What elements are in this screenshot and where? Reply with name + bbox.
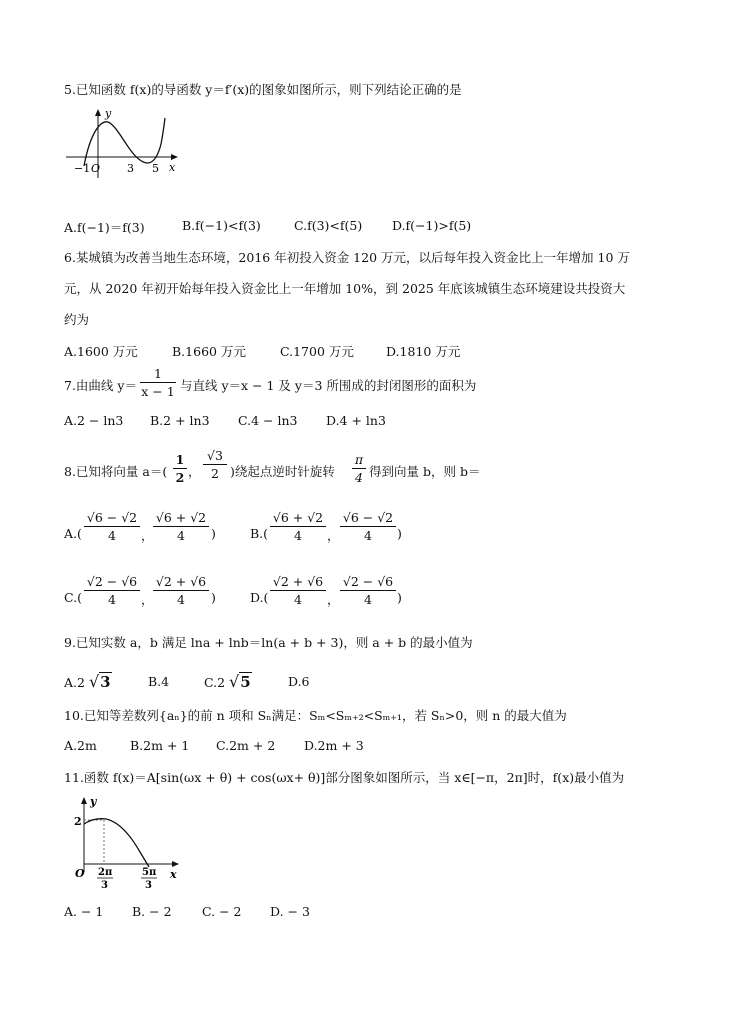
q5-y-label: y xyxy=(105,107,112,120)
q9-option-b: B.4 xyxy=(148,674,170,689)
q7-option-d: D.4 + ln3 xyxy=(326,413,386,428)
q8-optC-frac1-num: √2 − √6 xyxy=(86,574,138,589)
q8-optA-close: ) xyxy=(211,526,216,541)
q11-option-b: B. − 2 xyxy=(132,904,172,919)
q8-mid: )绕起点逆时针旋转 xyxy=(230,464,335,479)
q5-option-a: A.f(−1)＝f(3) xyxy=(64,220,145,235)
q7-option-b: B.2 + ln3 xyxy=(150,413,210,428)
q8-optA-frac2-num: √6 + √2 xyxy=(155,510,207,525)
q11-origin: O xyxy=(75,867,85,880)
q5-tick-3: 3 xyxy=(127,162,134,175)
q9-optA-radical: √3 xyxy=(88,672,111,691)
q8-frac2-den: 2 xyxy=(211,466,219,481)
q8-optD-label: D.( xyxy=(250,590,269,605)
q8-frac1-den: 2 xyxy=(175,470,185,485)
q8-optC-label: C.( xyxy=(64,590,82,605)
q10-option-b: B.2m + 1 xyxy=(130,738,190,753)
q8-optD-frac1 xyxy=(270,574,326,607)
q8-optB-sep: ， xyxy=(327,528,340,543)
q10-stem: 10.已知等差数列{aₙ}的前 n 项和 Sₙ满足：Sₘ<Sₘ₊₂<Sₘ₊₁，若 Sₙ>0，则 n 的最大值为 xyxy=(64,708,567,723)
q8-optB-close: ) xyxy=(397,526,402,541)
q11-option-a: A. − 1 xyxy=(64,904,104,919)
q7-frac-den: x − 1 xyxy=(141,384,175,399)
q9-option-d: D.6 xyxy=(288,674,310,689)
q8-optC-frac2 xyxy=(153,574,209,607)
q8-optA-frac2 xyxy=(153,510,209,543)
q6-option-c: C.1700 万元 xyxy=(280,344,354,359)
q7-option-a: A.2 − ln3 xyxy=(64,413,124,428)
q8-optC-frac1-den: 4 xyxy=(108,592,116,607)
q5-origin: O xyxy=(91,162,101,175)
q8-frac1 xyxy=(173,452,187,485)
q8-optD-sep: ， xyxy=(327,592,340,607)
q8-optD-frac1-num: √2 + √6 xyxy=(272,574,324,589)
q11-max-label: 2 xyxy=(74,815,82,828)
q6-line3: 约为 xyxy=(64,312,90,327)
q5-tick-5: 5 xyxy=(152,162,159,175)
q8-optC-frac2-den: 4 xyxy=(177,592,185,607)
q8-frac3-num: π xyxy=(354,452,364,467)
q8-prefix: 8.已知将向量 a＝( xyxy=(64,464,168,479)
q7-prefix: 7.由曲线 y＝ xyxy=(64,378,137,393)
q8-optC-close: ) xyxy=(211,590,216,605)
q5-option-d: D.f(−1)>f(5) xyxy=(392,218,472,233)
q11-t2-num: 5π xyxy=(142,867,157,878)
q8-optD-frac1-den: 4 xyxy=(294,592,302,607)
q8-optA-sep: ， xyxy=(141,528,154,543)
q8-optA-frac1-num: √6 − √2 xyxy=(86,510,138,525)
q8-optB-frac1 xyxy=(270,510,326,543)
q11-t1-num: 2π xyxy=(98,867,113,878)
q7-fraction xyxy=(140,366,176,399)
q5-derivative-graph xyxy=(60,104,185,184)
q8-optD-close: ) xyxy=(397,590,402,605)
q9-option-a xyxy=(64,672,112,691)
q6-option-d: D.1810 万元 xyxy=(386,344,461,359)
q11-t2-den: 3 xyxy=(145,880,152,891)
q8-optB-frac1-den: 4 xyxy=(294,528,302,543)
q7-option-c: C.4 − ln3 xyxy=(238,413,298,428)
q6-option-a: A.1600 万元 xyxy=(64,344,138,359)
q8-optA-frac2-den: 4 xyxy=(177,528,185,543)
q7-frac-num: 1 xyxy=(154,366,162,381)
q8-optB-frac1-num: √6 + √2 xyxy=(272,510,324,525)
q8-optB-frac2 xyxy=(340,510,396,543)
q11-t1-den: 3 xyxy=(101,880,108,891)
q8-optC-sep: ， xyxy=(141,592,154,607)
q8-optA-frac1-den: 4 xyxy=(108,528,116,543)
q8-frac3 xyxy=(352,452,366,485)
q11-x-label: x xyxy=(170,868,177,881)
q9-optA-pre: A.2 xyxy=(64,675,85,690)
q8-optD-frac2-den: 4 xyxy=(364,592,372,607)
q8-frac2-num: √3 xyxy=(207,448,223,463)
q6-line1: 6.某城镇为改善当地生态环境，2016 年初投入资金 120 万元，以后每年投入资金比上一年增加 10 万 xyxy=(64,250,630,265)
q6-option-b: B.1660 万元 xyxy=(172,344,246,359)
q11-graph xyxy=(70,792,190,892)
q11-option-d: D. − 3 xyxy=(270,904,310,919)
q9-optA-radicand: 3 xyxy=(100,673,111,691)
q9-option-c xyxy=(204,672,252,691)
q5-x-label: x xyxy=(169,161,176,174)
q8-frac2 xyxy=(203,448,227,481)
q7-suffix: 与直线 y＝x − 1 及 y＝3 所围成的封闭图形的面积为 xyxy=(180,378,477,393)
q8-suffix: 得到向量 b，则 b＝ xyxy=(369,464,481,479)
q8-optB-label: B.( xyxy=(250,526,269,541)
q8-optC-frac1 xyxy=(84,574,140,607)
q8-optB-frac2-den: 4 xyxy=(364,528,372,543)
q8-optD-frac2-num: √2 − √6 xyxy=(342,574,394,589)
q8-optC-frac2-num: √2 + √6 xyxy=(155,574,207,589)
q10-option-a: A.2m xyxy=(64,738,97,753)
q9-optC-radical: √5 xyxy=(229,672,251,691)
q8-comma: ， xyxy=(188,464,201,479)
q11-stem: 11.函数 f(x)＝A[sin(ωx + θ) + cos(ωx+ θ)]部分图象如图所示，当 x∈[−π，2π]时，f(x)最小值为 xyxy=(64,770,625,785)
q5-option-b: B.f(−1)<f(3) xyxy=(182,218,261,233)
q5-stem: 5.已知函数 f(x)的导函数 y＝f′(x)的图象如图所示，则下列结论正确的是 xyxy=(64,82,462,97)
q5-option-c: C.f(3)<f(5) xyxy=(294,218,363,233)
q8-optA-frac1 xyxy=(84,510,140,543)
q8-optB-frac2-num: √6 − √2 xyxy=(342,510,394,525)
q9-stem: 9.已知实数 a，b 满足 lna + lnb＝ln(a + b + 3)，则 a + b 的最小值为 xyxy=(64,635,473,650)
q8-frac3-den: 4 xyxy=(355,470,363,485)
q8-frac1-num: 1 xyxy=(175,452,185,467)
q6-line2: 元，从 2020 年初开始每年投入资金比上一年增加 10%，到 2025 年底该城镇生态环境建设共投资大 xyxy=(64,281,626,296)
q10-option-d: D.2m + 3 xyxy=(304,738,364,753)
q11-option-c: C. − 2 xyxy=(202,904,242,919)
q11-y-label: y xyxy=(90,795,97,808)
q9-optC-radicand: 5 xyxy=(240,673,251,691)
q5-tick-neg1: −1 xyxy=(74,162,91,175)
q10-option-c: C.2m + 2 xyxy=(216,738,276,753)
q8-optD-frac2 xyxy=(340,574,396,607)
q8-optA-label: A.( xyxy=(64,526,82,541)
q9-optC-pre: C.2 xyxy=(204,675,226,690)
